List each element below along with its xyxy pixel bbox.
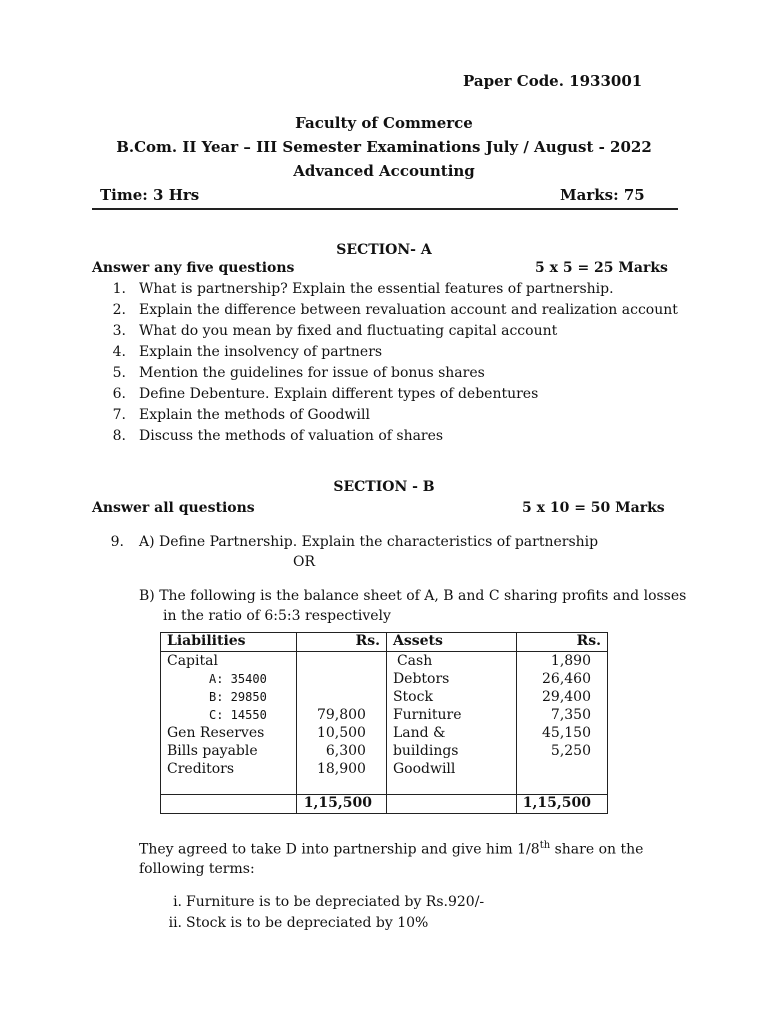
question-text: Mention the guidelines for issue of bonus shares xyxy=(139,365,485,381)
liabilities-amounts xyxy=(297,652,387,795)
section-a-marks: 5 x 5 = 25 Marks xyxy=(535,260,668,276)
asset-amount: 1,890 xyxy=(550,653,591,669)
question-number: 5. xyxy=(112,365,126,381)
question-9-number: 9. xyxy=(110,534,124,550)
subject-title: Advanced Accounting xyxy=(293,162,475,180)
assets-amounts xyxy=(516,652,607,795)
balance-sheet-table xyxy=(160,632,608,814)
question-text: Explain the insolvency of partners xyxy=(139,344,383,360)
partner-a-capital: A: 35400 xyxy=(209,672,267,686)
question-9a-text: A) Define Partnership. Explain the characteristics of partnership xyxy=(139,534,599,550)
question-text: Define Debenture. Explain different types of debentures xyxy=(139,386,539,402)
total-assets: 1,15,500 xyxy=(516,795,607,814)
capital-label: Capital xyxy=(167,653,218,669)
question-number: 4. xyxy=(112,344,126,360)
question-number: 8. xyxy=(112,428,126,444)
asset-name: Goodwill xyxy=(392,761,456,777)
question-number: 6. xyxy=(112,386,126,402)
asset-name: Land & buildings xyxy=(392,725,459,759)
asset-name: Cash xyxy=(396,653,433,669)
liability-name: Creditors xyxy=(167,761,235,777)
exam-time: Time: 3 Hrs xyxy=(100,186,200,204)
question-text: Explain the methods of Goodwill xyxy=(139,407,370,423)
or-separator: OR xyxy=(293,554,316,570)
asset-amount: 45,150 xyxy=(542,725,591,741)
total-liabilities: 1,15,500 xyxy=(297,795,387,814)
asset-amount: 5,250 xyxy=(550,743,591,759)
exam-marks: Marks: 75 xyxy=(560,186,645,204)
ordinal-suffix: th xyxy=(539,840,551,851)
balance-sheet-header-row xyxy=(161,633,608,652)
assets-header: Assets xyxy=(386,633,516,652)
question-9b-line1: B) The following is the balance sheet of A, B and C sharing profits and losses xyxy=(139,588,687,604)
section-b-title: SECTION - B xyxy=(333,479,435,495)
asset-amount: 7,350 xyxy=(550,707,591,723)
section-a-instruction: Answer any five questions xyxy=(92,260,295,276)
assets-names xyxy=(386,652,516,795)
question-number: 2. xyxy=(112,302,126,318)
section-b-marks: 5 x 10 = 50 Marks xyxy=(522,500,665,516)
liabilities-rs-header: Rs. xyxy=(297,633,387,652)
asset-name: Debtors xyxy=(392,671,450,687)
asset-name: Stock xyxy=(392,689,433,705)
balance-sheet-body-row xyxy=(161,652,608,795)
term-number: ii. xyxy=(168,915,182,931)
partner-b-capital: B: 29850 xyxy=(209,690,267,704)
liability-amount: 18,900 xyxy=(316,761,366,777)
question-number: 7. xyxy=(112,407,126,423)
question-text: What is partnership? Explain the essential features of partnership. xyxy=(139,281,614,297)
asset-name: Furniture xyxy=(392,707,462,723)
exam-title: B.Com. II Year – III Semester Examinations July / August - 2022 xyxy=(116,138,652,156)
liabilities-header: Liabilities xyxy=(161,633,297,652)
header-divider xyxy=(92,208,678,210)
question-number: 3. xyxy=(112,323,126,339)
asset-amount: 26,460 xyxy=(542,671,591,687)
term-number: i. xyxy=(173,894,182,910)
partner-c-capital: C: 14550 xyxy=(209,708,267,722)
liability-amount: 6,300 xyxy=(325,743,366,759)
capital-total-amount: 79,800 xyxy=(316,707,366,723)
faculty-title: Faculty of Commerce xyxy=(295,114,473,132)
term-text: Furniture is to be depreciated by Rs.920/- xyxy=(186,894,485,910)
assets-rs-header: Rs. xyxy=(516,633,607,652)
balance-sheet-total-row xyxy=(161,795,608,814)
section-b-instruction: Answer all questions xyxy=(92,500,255,516)
liability-amount: 10,500 xyxy=(316,725,366,741)
paper-code: Paper Code. 1933001 xyxy=(463,72,643,90)
question-number: 1. xyxy=(112,281,126,297)
terms-intro-line1: They agreed to take D into partnership and give him 1/8th share on the xyxy=(139,840,644,858)
liabilities-names xyxy=(161,652,297,795)
asset-amount: 29,400 xyxy=(542,689,591,705)
liability-name: Gen Reserves xyxy=(167,725,265,741)
terms-intro-line2: following terms: xyxy=(139,861,255,877)
section-a-title: SECTION- A xyxy=(336,242,432,258)
question-text: Discuss the methods of valuation of shares xyxy=(139,428,444,444)
question-text: Explain the difference between revaluation account and realization account xyxy=(139,302,678,318)
question-9b-line2: in the ratio of 6:5:3 respectively xyxy=(163,608,391,624)
liability-name: Bills payable xyxy=(167,743,258,759)
question-text: What do you mean by fixed and fluctuating capital account xyxy=(139,323,558,339)
term-text: Stock is to be depreciated by 10% xyxy=(186,915,429,931)
